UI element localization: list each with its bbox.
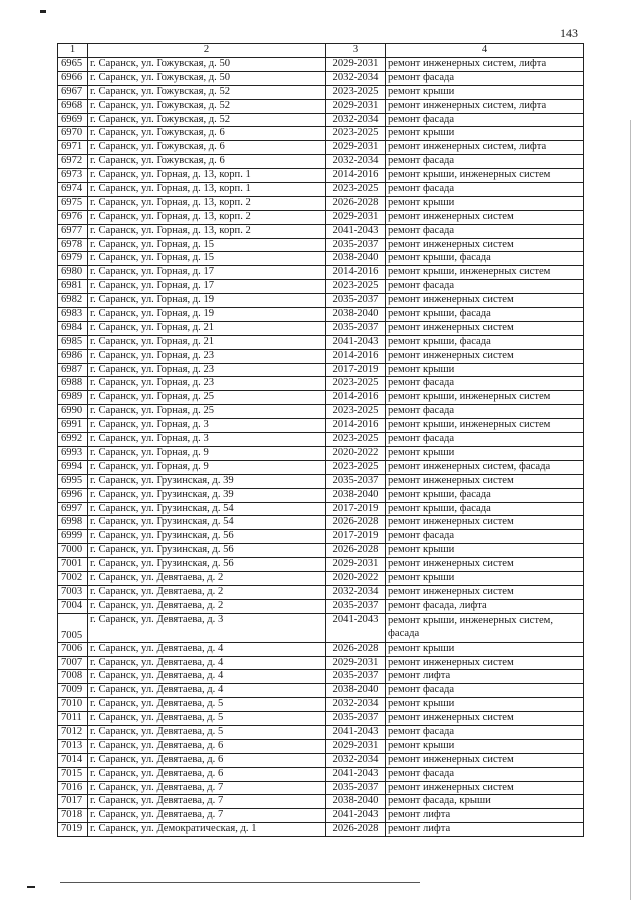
address-cell: г. Саранск, ул. Девятаева, д. 7 bbox=[88, 809, 326, 823]
table-row bbox=[58, 599, 584, 613]
address-cell: г. Саранск, ул. Девятаева, д. 4 bbox=[88, 642, 326, 656]
row-number-cell: 6998 bbox=[58, 516, 88, 530]
work-type-cell: ремонт фасада bbox=[386, 155, 584, 169]
table-row bbox=[58, 642, 584, 656]
address-cell: г. Саранск, ул. Горная, д. 13, корп. 2 bbox=[88, 196, 326, 210]
address-cell: г. Саранск, ул. Горная, д. 23 bbox=[88, 377, 326, 391]
address-cell: г. Саранск, ул. Грузинская, д. 54 bbox=[88, 502, 326, 516]
work-type-cell: ремонт фасада bbox=[386, 113, 584, 127]
address-cell: г. Саранск, ул. Девятаева, д. 6 bbox=[88, 739, 326, 753]
address-cell: г. Саранск, ул. Гожувская, д. 50 bbox=[88, 71, 326, 85]
row-number-cell: 7010 bbox=[58, 698, 88, 712]
period-cell: 2023-2025 bbox=[326, 127, 386, 141]
row-number-cell: 6978 bbox=[58, 238, 88, 252]
table-row bbox=[58, 405, 584, 419]
table-row bbox=[58, 488, 584, 502]
table-row bbox=[58, 113, 584, 127]
work-type-cell: ремонт инженерных систем bbox=[386, 712, 584, 726]
address-cell: г. Саранск, ул. Горная, д. 23 bbox=[88, 363, 326, 377]
period-cell: 2035-2037 bbox=[326, 474, 386, 488]
work-type-cell: ремонт инженерных систем bbox=[386, 558, 584, 572]
table-row bbox=[58, 571, 584, 585]
work-type-cell: ремонт крыши bbox=[386, 642, 584, 656]
period-cell: 2017-2019 bbox=[326, 363, 386, 377]
row-number-cell: 6983 bbox=[58, 308, 88, 322]
work-type-cell: ремонт фасада bbox=[386, 767, 584, 781]
work-type-cell: ремонт фасада bbox=[386, 405, 584, 419]
period-cell: 2041-2043 bbox=[326, 224, 386, 238]
row-number-cell: 7007 bbox=[58, 656, 88, 670]
address-cell: г. Саранск, ул. Девятаева, д. 5 bbox=[88, 698, 326, 712]
table-row bbox=[58, 474, 584, 488]
period-cell: 2041-2043 bbox=[326, 809, 386, 823]
address-cell: г. Саранск, ул. Горная, д. 15 bbox=[88, 252, 326, 266]
period-cell: 2035-2037 bbox=[326, 294, 386, 308]
work-type-cell: ремонт крыши, инженерных систем bbox=[386, 391, 584, 405]
address-cell: г. Саранск, ул. Горная, д. 13, корп. 1 bbox=[88, 183, 326, 197]
period-cell: 2035-2037 bbox=[326, 670, 386, 684]
period-cell: 2032-2034 bbox=[326, 113, 386, 127]
address-cell: г. Саранск, ул. Девятаева, д. 3 bbox=[88, 613, 326, 642]
row-number-cell: 6965 bbox=[58, 58, 88, 72]
row-number-cell: 7001 bbox=[58, 558, 88, 572]
row-number-cell: 6981 bbox=[58, 280, 88, 294]
period-cell: 2023-2025 bbox=[326, 405, 386, 419]
address-cell: г. Саранск, ул. Горная, д. 23 bbox=[88, 349, 326, 363]
table-row bbox=[58, 252, 584, 266]
period-cell: 2014-2016 bbox=[326, 266, 386, 280]
address-cell: г. Саранск, ул. Горная, д. 25 bbox=[88, 405, 326, 419]
address-cell: г. Саранск, ул. Девятаева, д. 5 bbox=[88, 712, 326, 726]
table-row bbox=[58, 433, 584, 447]
period-cell: 2029-2031 bbox=[326, 558, 386, 572]
row-number-cell: 6974 bbox=[58, 183, 88, 197]
address-cell: г. Саранск, ул. Гожувская, д. 6 bbox=[88, 127, 326, 141]
address-cell: г. Саранск, ул. Девятаева, д. 6 bbox=[88, 753, 326, 767]
address-cell: г. Саранск, ул. Гожувская, д. 52 bbox=[88, 85, 326, 99]
table-row bbox=[58, 391, 584, 405]
work-type-cell: ремонт фасада bbox=[386, 530, 584, 544]
period-cell: 2038-2040 bbox=[326, 488, 386, 502]
row-number-cell: 7016 bbox=[58, 781, 88, 795]
row-number-cell: 6984 bbox=[58, 321, 88, 335]
address-cell: г. Саранск, ул. Гожувская, д. 6 bbox=[88, 141, 326, 155]
row-number-cell: 6973 bbox=[58, 169, 88, 183]
period-cell: 2020-2022 bbox=[326, 446, 386, 460]
address-cell: г. Саранск, ул. Горная, д. 13, корп. 2 bbox=[88, 224, 326, 238]
table-row bbox=[58, 809, 584, 823]
table-row bbox=[58, 127, 584, 141]
work-type-cell: ремонт инженерных систем bbox=[386, 656, 584, 670]
row-number-cell: 7006 bbox=[58, 642, 88, 656]
table-row bbox=[58, 613, 584, 642]
row-number-cell: 7018 bbox=[58, 809, 88, 823]
row-number-cell: 7017 bbox=[58, 795, 88, 809]
work-type-cell: ремонт крыши bbox=[386, 739, 584, 753]
address-cell: г. Саранск, ул. Грузинская, д. 56 bbox=[88, 530, 326, 544]
address-cell: г. Саранск, ул. Девятаева, д. 2 bbox=[88, 585, 326, 599]
table-row bbox=[58, 712, 584, 726]
row-number-cell: 6979 bbox=[58, 252, 88, 266]
scan-mark bbox=[27, 886, 35, 888]
work-type-cell: ремонт фасада bbox=[386, 433, 584, 447]
period-cell: 2026-2028 bbox=[326, 516, 386, 530]
work-type-cell: ремонт инженерных систем bbox=[386, 516, 584, 530]
table-row bbox=[58, 85, 584, 99]
address-cell: г. Саранск, ул. Грузинская, д. 39 bbox=[88, 488, 326, 502]
work-type-cell: ремонт крыши, фасада bbox=[386, 488, 584, 502]
period-cell: 2020-2022 bbox=[326, 571, 386, 585]
table-row bbox=[58, 335, 584, 349]
table-row bbox=[58, 58, 584, 72]
row-number-cell: 7005 bbox=[58, 613, 88, 642]
period-cell: 2026-2028 bbox=[326, 642, 386, 656]
address-cell: г. Саранск, ул. Девятаева, д. 4 bbox=[88, 670, 326, 684]
work-type-cell: ремонт крыши, фасада bbox=[386, 308, 584, 322]
row-number-cell: 6991 bbox=[58, 419, 88, 433]
period-cell: 2035-2037 bbox=[326, 781, 386, 795]
work-type-cell: ремонт фасада bbox=[386, 377, 584, 391]
period-cell: 2023-2025 bbox=[326, 183, 386, 197]
work-type-cell: ремонт крыши, инженерных систем bbox=[386, 169, 584, 183]
work-type-cell: ремонт инженерных систем bbox=[386, 294, 584, 308]
address-cell: г. Саранск, ул. Девятаева, д. 4 bbox=[88, 656, 326, 670]
table-row bbox=[58, 183, 584, 197]
work-type-cell: ремонт фасада, крыши bbox=[386, 795, 584, 809]
row-number-cell: 6972 bbox=[58, 155, 88, 169]
table-row bbox=[58, 558, 584, 572]
table-row bbox=[58, 656, 584, 670]
row-number-cell: 7011 bbox=[58, 712, 88, 726]
address-cell: г. Саранск, ул. Девятаева, д. 2 bbox=[88, 599, 326, 613]
row-number-cell: 6985 bbox=[58, 335, 88, 349]
address-cell: г. Саранск, ул. Грузинская, д. 54 bbox=[88, 516, 326, 530]
work-type-cell: ремонт инженерных систем bbox=[386, 753, 584, 767]
scan-mark bbox=[40, 10, 46, 13]
work-type-cell: ремонт крыши bbox=[386, 698, 584, 712]
row-number-cell: 7000 bbox=[58, 544, 88, 558]
period-cell: 2032-2034 bbox=[326, 71, 386, 85]
period-cell: 2041-2043 bbox=[326, 767, 386, 781]
scan-line bbox=[630, 120, 631, 900]
period-cell: 2029-2031 bbox=[326, 739, 386, 753]
work-type-cell: ремонт фасада bbox=[386, 183, 584, 197]
row-number-cell: 7002 bbox=[58, 571, 88, 585]
address-cell: г. Саранск, ул. Девятаева, д. 4 bbox=[88, 684, 326, 698]
table-row bbox=[58, 321, 584, 335]
table-row bbox=[58, 446, 584, 460]
address-cell: г. Саранск, ул. Девятаева, д. 5 bbox=[88, 725, 326, 739]
row-number-cell: 7014 bbox=[58, 753, 88, 767]
column-header: 2 bbox=[88, 44, 326, 58]
row-number-cell: 6980 bbox=[58, 266, 88, 280]
period-cell: 2026-2028 bbox=[326, 196, 386, 210]
work-type-cell: ремонт крыши bbox=[386, 196, 584, 210]
table-row bbox=[58, 516, 584, 530]
row-number-cell: 7004 bbox=[58, 599, 88, 613]
table-row bbox=[58, 169, 584, 183]
work-type-cell: ремонт инженерных систем bbox=[386, 585, 584, 599]
address-cell: г. Саранск, ул. Горная, д. 21 bbox=[88, 335, 326, 349]
work-type-cell: ремонт лифта bbox=[386, 823, 584, 837]
work-type-cell: ремонт крыши bbox=[386, 127, 584, 141]
period-cell: 2023-2025 bbox=[326, 280, 386, 294]
table-row bbox=[58, 294, 584, 308]
row-number-cell: 6970 bbox=[58, 127, 88, 141]
work-type-cell: ремонт фасада, лифта bbox=[386, 599, 584, 613]
table-row bbox=[58, 71, 584, 85]
address-cell: г. Саранск, ул. Девятаева, д. 6 bbox=[88, 767, 326, 781]
work-type-cell: ремонт фасада bbox=[386, 224, 584, 238]
period-cell: 2029-2031 bbox=[326, 58, 386, 72]
address-cell: г. Саранск, ул. Горная, д. 3 bbox=[88, 433, 326, 447]
table-row bbox=[58, 767, 584, 781]
repair-schedule-table bbox=[57, 43, 584, 837]
row-number-cell: 6969 bbox=[58, 113, 88, 127]
table-row bbox=[58, 266, 584, 280]
work-type-cell: ремонт инженерных систем bbox=[386, 210, 584, 224]
address-cell: г. Саранск, ул. Грузинская, д. 39 bbox=[88, 474, 326, 488]
period-cell: 2032-2034 bbox=[326, 585, 386, 599]
address-cell: г. Саранск, ул. Гожувская, д. 6 bbox=[88, 155, 326, 169]
period-cell: 2035-2037 bbox=[326, 238, 386, 252]
work-type-cell: ремонт лифта bbox=[386, 670, 584, 684]
row-number-cell: 7019 bbox=[58, 823, 88, 837]
address-cell: г. Саранск, ул. Демократическая, д. 1 bbox=[88, 823, 326, 837]
period-cell: 2014-2016 bbox=[326, 419, 386, 433]
row-number-cell: 6997 bbox=[58, 502, 88, 516]
address-cell: г. Саранск, ул. Горная, д. 19 bbox=[88, 308, 326, 322]
row-number-cell: 6987 bbox=[58, 363, 88, 377]
period-cell: 2023-2025 bbox=[326, 377, 386, 391]
table-row bbox=[58, 363, 584, 377]
table-row bbox=[58, 753, 584, 767]
period-cell: 2014-2016 bbox=[326, 391, 386, 405]
work-type-cell: ремонт лифта bbox=[386, 809, 584, 823]
table-row bbox=[58, 210, 584, 224]
column-header: 3 bbox=[326, 44, 386, 58]
table-row bbox=[58, 698, 584, 712]
address-cell: г. Саранск, ул. Горная, д. 13, корп. 1 bbox=[88, 169, 326, 183]
table-row bbox=[58, 684, 584, 698]
row-number-cell: 6989 bbox=[58, 391, 88, 405]
work-type-cell: ремонт крыши, фасада bbox=[386, 252, 584, 266]
table-row bbox=[58, 419, 584, 433]
work-type-cell: ремонт фасада bbox=[386, 684, 584, 698]
work-type-cell: ремонт крыши, фасада bbox=[386, 502, 584, 516]
period-cell: 2038-2040 bbox=[326, 684, 386, 698]
table-row bbox=[58, 530, 584, 544]
address-cell: г. Саранск, ул. Гожувская, д. 52 bbox=[88, 113, 326, 127]
work-type-cell: ремонт крыши bbox=[386, 446, 584, 460]
period-cell: 2029-2031 bbox=[326, 99, 386, 113]
row-number-cell: 6986 bbox=[58, 349, 88, 363]
period-cell: 2014-2016 bbox=[326, 349, 386, 363]
period-cell: 2032-2034 bbox=[326, 155, 386, 169]
row-number-cell: 6968 bbox=[58, 99, 88, 113]
row-number-cell: 6975 bbox=[58, 196, 88, 210]
work-type-cell: ремонт крыши, инженерных систем, фасада bbox=[386, 613, 584, 642]
period-cell: 2041-2043 bbox=[326, 613, 386, 642]
period-cell: 2038-2040 bbox=[326, 252, 386, 266]
table-row bbox=[58, 224, 584, 238]
row-number-cell: 6977 bbox=[58, 224, 88, 238]
row-number-cell: 6993 bbox=[58, 446, 88, 460]
period-cell: 2041-2043 bbox=[326, 335, 386, 349]
table-row bbox=[58, 544, 584, 558]
table-body bbox=[58, 58, 584, 837]
period-cell: 2023-2025 bbox=[326, 433, 386, 447]
table-row bbox=[58, 238, 584, 252]
work-type-cell: ремонт инженерных систем bbox=[386, 474, 584, 488]
table-row bbox=[58, 377, 584, 391]
address-cell: г. Саранск, ул. Горная, д. 25 bbox=[88, 391, 326, 405]
address-cell: г. Саранск, ул. Горная, д. 17 bbox=[88, 280, 326, 294]
table-row bbox=[58, 155, 584, 169]
row-number-cell: 6992 bbox=[58, 433, 88, 447]
period-cell: 2035-2037 bbox=[326, 712, 386, 726]
scan-line bbox=[60, 882, 420, 883]
address-cell: г. Саранск, ул. Горная, д. 17 bbox=[88, 266, 326, 280]
period-cell: 2026-2028 bbox=[326, 823, 386, 837]
row-number-cell: 6999 bbox=[58, 530, 88, 544]
work-type-cell: ремонт крыши bbox=[386, 571, 584, 585]
row-number-cell: 6994 bbox=[58, 460, 88, 474]
address-cell: г. Саранск, ул. Девятаева, д. 7 bbox=[88, 795, 326, 809]
work-type-cell: ремонт инженерных систем, фасада bbox=[386, 460, 584, 474]
column-header: 4 bbox=[386, 44, 584, 58]
table-row bbox=[58, 795, 584, 809]
page-number: 143 bbox=[560, 26, 578, 40]
work-type-cell: ремонт крыши, фасада bbox=[386, 335, 584, 349]
period-cell: 2014-2016 bbox=[326, 169, 386, 183]
row-number-cell: 6966 bbox=[58, 71, 88, 85]
table-row bbox=[58, 781, 584, 795]
period-cell: 2029-2031 bbox=[326, 210, 386, 224]
period-cell: 2023-2025 bbox=[326, 460, 386, 474]
table-row bbox=[58, 823, 584, 837]
period-cell: 2026-2028 bbox=[326, 544, 386, 558]
address-cell: г. Саранск, ул. Девятаева, д. 7 bbox=[88, 781, 326, 795]
work-type-cell: ремонт крыши bbox=[386, 85, 584, 99]
table-row bbox=[58, 99, 584, 113]
address-cell: г. Саранск, ул. Гожувская, д. 52 bbox=[88, 99, 326, 113]
work-type-cell: ремонт инженерных систем bbox=[386, 349, 584, 363]
work-type-cell: ремонт фасада bbox=[386, 725, 584, 739]
work-type-cell: ремонт фасада bbox=[386, 71, 584, 85]
address-cell: г. Саранск, ул. Горная, д. 21 bbox=[88, 321, 326, 335]
row-number-cell: 7008 bbox=[58, 670, 88, 684]
table-row bbox=[58, 739, 584, 753]
work-type-cell: ремонт крыши bbox=[386, 544, 584, 558]
table-row bbox=[58, 280, 584, 294]
period-cell: 2023-2025 bbox=[326, 85, 386, 99]
table-row bbox=[58, 196, 584, 210]
address-cell: г. Саранск, ул. Гожувская, д. 50 bbox=[88, 58, 326, 72]
period-cell: 2032-2034 bbox=[326, 698, 386, 712]
work-type-cell: ремонт инженерных систем bbox=[386, 781, 584, 795]
period-cell: 2029-2031 bbox=[326, 141, 386, 155]
table-row bbox=[58, 308, 584, 322]
row-number-cell: 7015 bbox=[58, 767, 88, 781]
work-type-cell: ремонт инженерных систем, лифта bbox=[386, 99, 584, 113]
row-number-cell: 7003 bbox=[58, 585, 88, 599]
work-type-cell: ремонт крыши, инженерных систем bbox=[386, 266, 584, 280]
table-row bbox=[58, 725, 584, 739]
address-cell: г. Саранск, ул. Горная, д. 19 bbox=[88, 294, 326, 308]
period-cell: 2035-2037 bbox=[326, 321, 386, 335]
address-cell: г. Саранск, ул. Грузинская, д. 56 bbox=[88, 544, 326, 558]
work-type-cell: ремонт инженерных систем bbox=[386, 321, 584, 335]
work-type-cell: ремонт крыши, инженерных систем bbox=[386, 419, 584, 433]
period-cell: 2017-2019 bbox=[326, 530, 386, 544]
row-number-cell: 7012 bbox=[58, 725, 88, 739]
period-cell: 2017-2019 bbox=[326, 502, 386, 516]
address-cell: г. Саранск, ул. Горная, д. 9 bbox=[88, 446, 326, 460]
row-number-cell: 7013 bbox=[58, 739, 88, 753]
period-cell: 2032-2034 bbox=[326, 753, 386, 767]
period-cell: 2038-2040 bbox=[326, 308, 386, 322]
period-cell: 2041-2043 bbox=[326, 725, 386, 739]
period-cell: 2035-2037 bbox=[326, 599, 386, 613]
period-cell: 2029-2031 bbox=[326, 656, 386, 670]
table-row bbox=[58, 670, 584, 684]
table-row bbox=[58, 349, 584, 363]
work-type-cell: ремонт инженерных систем bbox=[386, 238, 584, 252]
row-number-cell: 6982 bbox=[58, 294, 88, 308]
address-cell: г. Саранск, ул. Горная, д. 9 bbox=[88, 460, 326, 474]
table-header-row bbox=[58, 44, 584, 58]
row-number-cell: 6976 bbox=[58, 210, 88, 224]
address-cell: г. Саранск, ул. Горная, д. 13, корп. 2 bbox=[88, 210, 326, 224]
work-type-cell: ремонт крыши bbox=[386, 363, 584, 377]
table-row bbox=[58, 585, 584, 599]
row-number-cell: 6971 bbox=[58, 141, 88, 155]
table-row bbox=[58, 460, 584, 474]
row-number-cell: 6996 bbox=[58, 488, 88, 502]
address-cell: г. Саранск, ул. Горная, д. 3 bbox=[88, 419, 326, 433]
address-cell: г. Саранск, ул. Девятаева, д. 2 bbox=[88, 571, 326, 585]
period-cell: 2038-2040 bbox=[326, 795, 386, 809]
work-type-cell: ремонт инженерных систем, лифта bbox=[386, 58, 584, 72]
table-row bbox=[58, 141, 584, 155]
row-number-cell: 6995 bbox=[58, 474, 88, 488]
row-number-cell: 6967 bbox=[58, 85, 88, 99]
row-number-cell: 6990 bbox=[58, 405, 88, 419]
address-cell: г. Саранск, ул. Грузинская, д. 56 bbox=[88, 558, 326, 572]
work-type-cell: ремонт фасада bbox=[386, 280, 584, 294]
table-row bbox=[58, 502, 584, 516]
row-number-cell: 6988 bbox=[58, 377, 88, 391]
address-cell: г. Саранск, ул. Горная, д. 15 bbox=[88, 238, 326, 252]
column-header: 1 bbox=[58, 44, 88, 58]
work-type-cell: ремонт инженерных систем, лифта bbox=[386, 141, 584, 155]
row-number-cell: 7009 bbox=[58, 684, 88, 698]
